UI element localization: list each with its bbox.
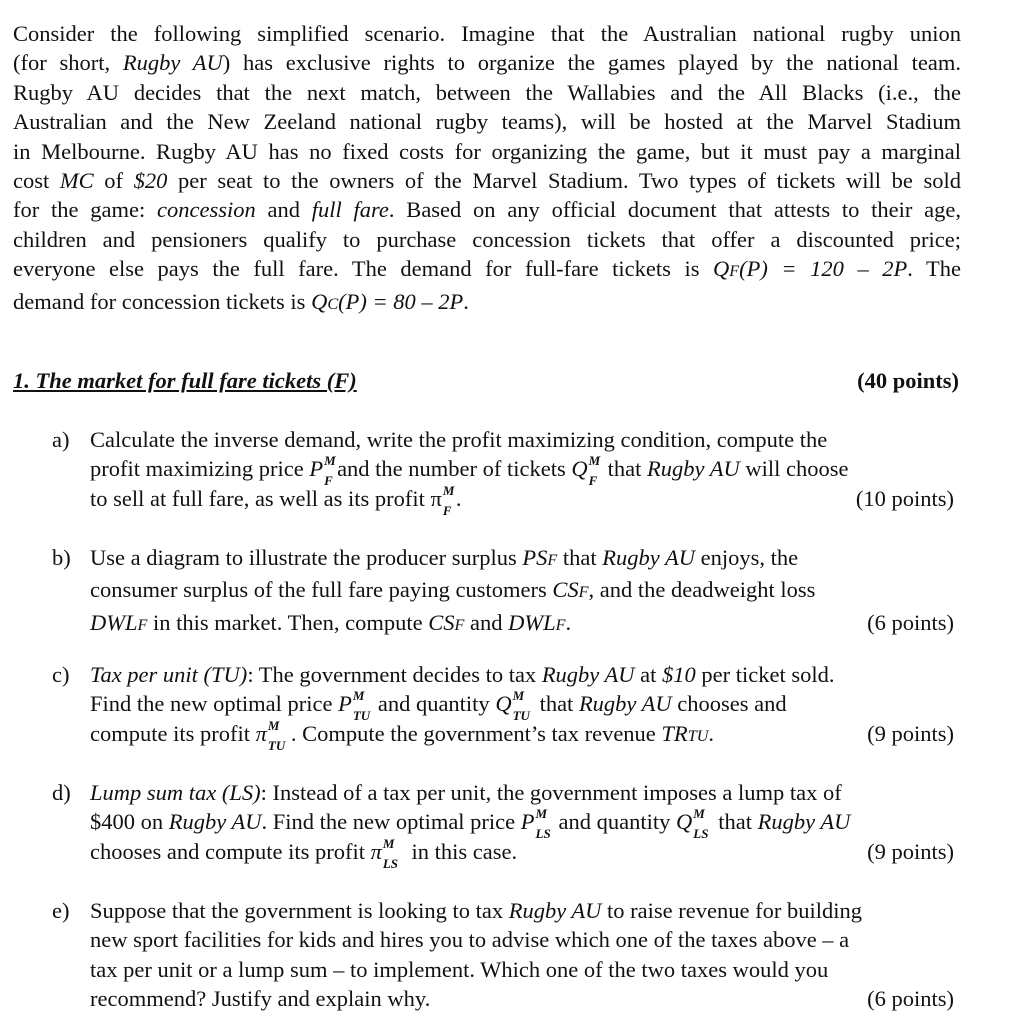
intro-line-2: (for short, Rugby AU) has exclusive rights to organize the games played by the national team. [13,50,961,76]
intro-line-5: in Melbourne. Rugby AU has no fixed costs for organizing the game, but it must pay a marginal [13,138,961,164]
question-points: (6 points) [867,986,954,1012]
question-e: e) Suppose that the government is looking to tax Rugby AU to raise revenue for building new sport facilities for kids and hires you to advise which one of the taxes above – a tax per unit or a lump sum – to implement. Which one of the two taxes would you recommend? Justify and explain why. (6 points) [52,896,956,1014]
intro-line-9: everyone else pays the full fare. The demand for full-fare tickets is QF(P) = 120 – 2P. The [13,256,961,282]
intro-line-8: children and pensioners qualify to purchase concession tickets that offer a discounted price; [13,226,961,252]
question-points: (9 points) [867,720,954,746]
question-label: a) [52,427,70,452]
question-points: (10 points) [855,485,954,511]
section-title: 1. The market for full fare tickets (F) [13,368,357,393]
question-b: b) Use a diagram to illustrate the producer surplus PSF that Rugby AU enjoys, the consumer surplus of the full fare paying customers CSF, and the deadweight loss DWLF in this market. Then, compute CSF and DWLF. (6 points) [52,543,956,640]
intro-line-4: Australian and the New Zeeland national rugby teams), will be hosted at the Marvel Stadium [13,109,961,135]
question-d: d) Lump sum tax (LS): Instead of a tax per unit, the government imposes a lump tax of $400 on Rugby AU. Find the new optimal price P M LS and quantity Q M LS that Rugby AU chooses and compute its profit π M LS in this case. (9 points) [52,780,954,871]
question-label: d) [52,780,71,805]
section-heading [13,366,961,395]
question-a: a) Calculate the inverse demand, write the profit maximizing condition, compute the profit maximizing price P M F and the number of tickets Q M F that Rugby AU will choose to sell at full fare, as well as its profit π M F . (10 points) [52,427,954,518]
intro-line-1: Consider the following simplified scenario. Imagine that the Australian national rugby union [13,21,961,46]
question-label: b) [52,545,71,570]
intro-line-10: demand for concession tickets is QC(P) = 80 – 2P. [13,288,469,314]
question-c: c) Tax per unit (TU): The government decides to tax Rugby AU at $10 per ticket sold. Find the new optimal price P M TU and quantity Q M TU that Rugby AU chooses and compute its profit π M TU . Compute the government’s tax revenue TRTU. (9 points) [52,662,954,753]
question-label: e) [52,898,70,923]
section-points: (40 points) [857,368,959,393]
question-label: c) [52,662,70,687]
intro-line-3: Rugby AU decides that the next match, between the Wallabies and the All Blacks (i.e., the [13,79,961,105]
question-points: (6 points) [867,609,954,635]
question-points: (9 points) [867,838,954,864]
intro-line-6: cost MC of $20 per seat to the owners of the Marvel Stadium. Two types of tickets will be sold [13,168,962,194]
intro-paragraph [13,19,961,319]
intro-line-7: for the game: concession and full fare. Based on any official document that attests to their age, [13,197,961,223]
